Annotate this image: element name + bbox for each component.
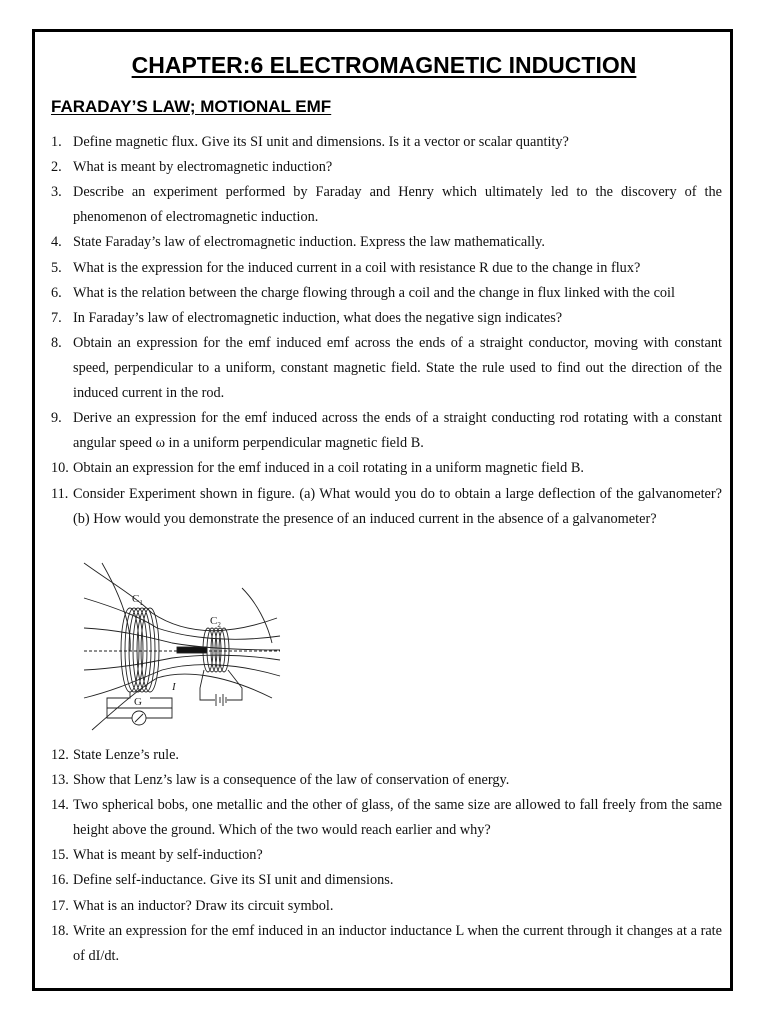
faraday-coil-experiment-figure	[82, 558, 282, 736]
question-item	[51, 180, 722, 230]
question-text: What is the relation between the charge flowing through a coil and the change in flux linked with the coil	[73, 285, 676, 301]
question-number: 3.	[51, 184, 62, 200]
question-number: 18.	[51, 923, 69, 939]
question-number: 7.	[51, 310, 62, 326]
question-number: 2.	[51, 159, 62, 175]
question-text: State Lenze’s rule.	[73, 747, 179, 763]
question-item	[51, 919, 722, 969]
question-text: Two spherical bobs, one metallic and the other of glass, of the same size are allowed to fall freely from the same height above the ground. Which of the two would reach earlier and why?	[73, 797, 722, 839]
question-text: In Faraday’s law of electromagnetic induction, what does the negative sign indicates?	[73, 310, 563, 326]
question-item	[51, 256, 722, 281]
question-item	[51, 894, 722, 919]
question-text: Write an expression for the emf induced in an inductor inductance L when the current through it changes at a rate of dI/dt.	[73, 923, 722, 965]
question-number: 17.	[51, 898, 69, 914]
question-text: Obtain an expression for the emf induced emf across the ends of a straight conductor, moving with constant speed, perpendicular to a uniform, constant magnetic field. State the rule used to find out the direction of the induced current in the rod.	[73, 335, 722, 402]
question-text: State Faraday’s law of electromagnetic induction. Express the law mathematically.	[73, 234, 545, 250]
section-heading: FARADAY’S LAW; MOTIONAL EMF	[51, 97, 332, 116]
question-text: Define self-inductance. Give its SI unit and dimensions.	[73, 872, 394, 888]
question-item	[51, 768, 722, 793]
question-item	[51, 843, 722, 868]
question-number: 1.	[51, 134, 62, 150]
galvanometer-label: G	[134, 696, 142, 708]
question-item	[51, 130, 722, 155]
question-number: 12.	[51, 747, 69, 763]
question-text: Consider Experiment shown in figure. (a) What would you do to obtain a large deflection of the galvanometer? (b) How would you demonstrate the presence of an induced current in the absence of a galvanometer?	[73, 486, 722, 528]
question-item	[51, 155, 722, 180]
question-text: Obtain an expression for the emf induced in a coil rotating in a uniform magnetic field B.	[73, 460, 584, 476]
question-item	[51, 281, 722, 306]
question-number: 14.	[51, 797, 69, 813]
current-label: I	[172, 681, 176, 693]
question-number: 5.	[51, 260, 62, 276]
question-number: 10.	[51, 460, 69, 476]
question-item	[51, 482, 722, 532]
question-item	[51, 406, 722, 456]
question-text: Show that Lenz’s law is a consequence of the law of conservation of energy.	[73, 772, 510, 788]
question-text: Derive an expression for the emf induced across the ends of a straight conducting rod rotating with a constant angular speed ω in a uniform perpendicular magnetic field B.	[73, 410, 722, 452]
question-item	[51, 306, 722, 331]
question-text: What is meant by electromagnetic induction?	[73, 159, 333, 175]
question-number: 6.	[51, 285, 62, 301]
coil-c2-label: $C_2$	[210, 615, 221, 629]
question-item	[51, 793, 722, 843]
question-text: What is the expression for the induced current in a coil with resistance R due to the change in flux?	[73, 260, 641, 276]
question-text: What is meant by self-induction?	[73, 847, 263, 863]
question-number: 13.	[51, 772, 69, 788]
question-text: What is an inductor? Draw its circuit symbol.	[73, 898, 334, 914]
chapter-title: CHAPTER:6 ELECTROMAGNETIC INDUCTION	[131, 52, 637, 78]
question-number: 8.	[51, 335, 62, 351]
question-item	[51, 456, 722, 481]
question-number: 11.	[51, 486, 69, 502]
question-item	[51, 868, 722, 893]
question-text: Define magnetic flux. Give its SI unit and dimensions. Is it a vector or scalar quantity?	[73, 134, 569, 150]
question-item	[51, 743, 722, 768]
question-number: 9.	[51, 410, 62, 426]
coil-c1-label: $C_1$	[132, 593, 143, 607]
question-text: Describe an experiment performed by Faraday and Henry which ultimately led to the discovery of the phenomenon of electromagnetic induction.	[73, 184, 722, 226]
question-item	[51, 230, 722, 255]
question-number: 4.	[51, 234, 62, 250]
question-number: 16.	[51, 872, 69, 888]
question-number: 15.	[51, 847, 69, 863]
question-item	[51, 331, 722, 407]
